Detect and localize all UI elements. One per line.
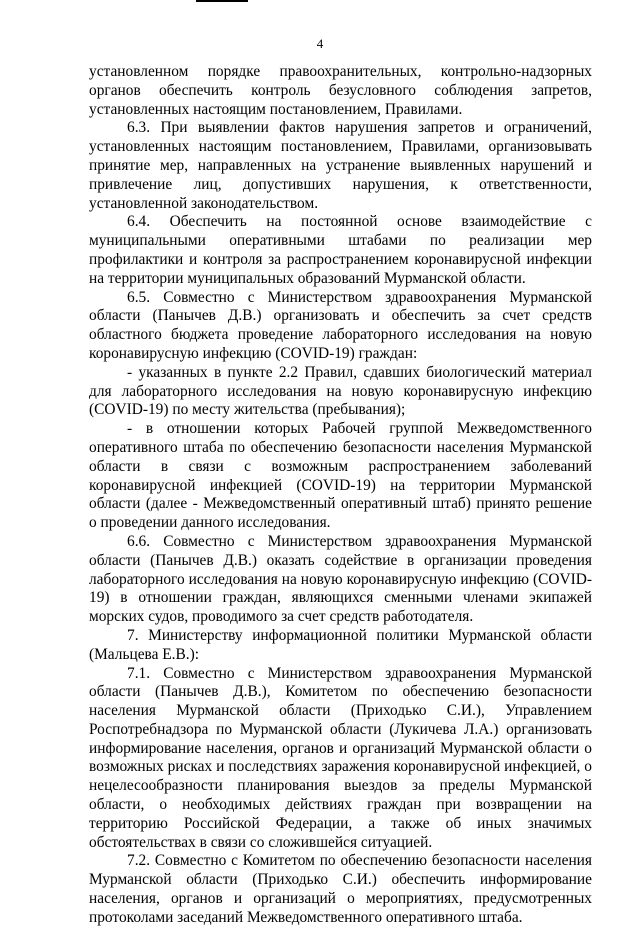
paragraph-continuation: установленном порядке правоохранительных, контрольно-надзорных органов обеспечить контроль безусловного соблюдения запретов, установленных настоящим постановлением, Правилами. [89, 63, 592, 118]
paragraph-7-2: 7.2. Совместно с Комитетом по обеспечению безопасности населения Мурманской области (Приходько С.И.) обеспечить информирование населения, органов и организаций о мероприятиях, предусмотренных протоколами заседаний Межведомственного оперативного штаба. [89, 852, 592, 926]
paragraph-7: 7. Министерству информационной политики Мурманской области (Мальцева Е.В.): [89, 626, 592, 663]
paragraph-6-5: 6.5. Совместно с Министерством здравоохранения Мурманской области (Панычев Д.В.) организовать и обеспечить за счет средств областного бюджета проведение лабораторного исследования на новую коронавирусную инфекцию (COVID-19) граждан: [89, 288, 592, 362]
paragraph-6-3: 6.3. При выявлении фактов нарушения запретов и ограничений, установленных настоящим постановлением, Правилами, организовывать принятие мер, направленных на устранение выявленных нарушений и привлечение лиц, допустивших нарушения, к ответственности, установленной законодательством. [89, 119, 592, 212]
paragraph-6-4: 6.4. Обеспечить на постоянной основе взаимодействие с муниципальными оперативными штабами по реализации мер профилактики и контроля за распространением коронавирусной инфекции на территории муниципальных образований Мурманской области. [89, 213, 592, 287]
page-number: 4 [316, 36, 324, 51]
paragraph-6-5-item-2: - в отношении которых Рабочей группой Межведомственного оперативного штаба по обеспечению безопасности населения Мурманской области в связи с возможным распространением заболеваний коронавирусной инфекцией (COVID-19) на территории Мурманской области (далее - Межведомственный оперативный штаб) принято решение о проведении данного исследования. [89, 420, 592, 532]
document-body [89, 63, 592, 928]
paragraph-6-5-item-1: - указанных в пункте 2.2 Правил, сдавших биологический материал для лабораторного исследования на новую коронавирусную инфекцию (COVID-19) по месту жительства (пребывания); [89, 363, 592, 419]
paragraph-7-1: 7.1. Совместно с Министерством здравоохранения Мурманской области (Панычев Д.В.), Комитетом по обеспечению безопасности населения Мурманской области (Приходько С.И.), Управлением Роспотребнадзора по Мурманской области (Лукичева Л.А.) организовать информирование населения, органов и организаций Мурманской области о возможных рисках и последствиях заражения коронавирусной инфекцией, о нецелесообразности планирования выездов за пределы Мурманской области, о необходимых действиях граждан при возвращении на территорию Российской Федерации, а также об иных значимых обстоятельствах в связи со сложившейся ситуацией. [89, 664, 592, 851]
top-edge-mark [196, 0, 248, 2]
paragraph-6-6: 6.6. Совместно с Министерством здравоохранения Мурманской области (Панычев Д.В.) оказать содействие в организации проведения лабораторного исследования на новую коронавирусную инфекцию (COVID-19) в отношении граждан, являющихся сменными членами экипажей морских судов, проводимого за счет средств работодателя. [89, 532, 592, 626]
